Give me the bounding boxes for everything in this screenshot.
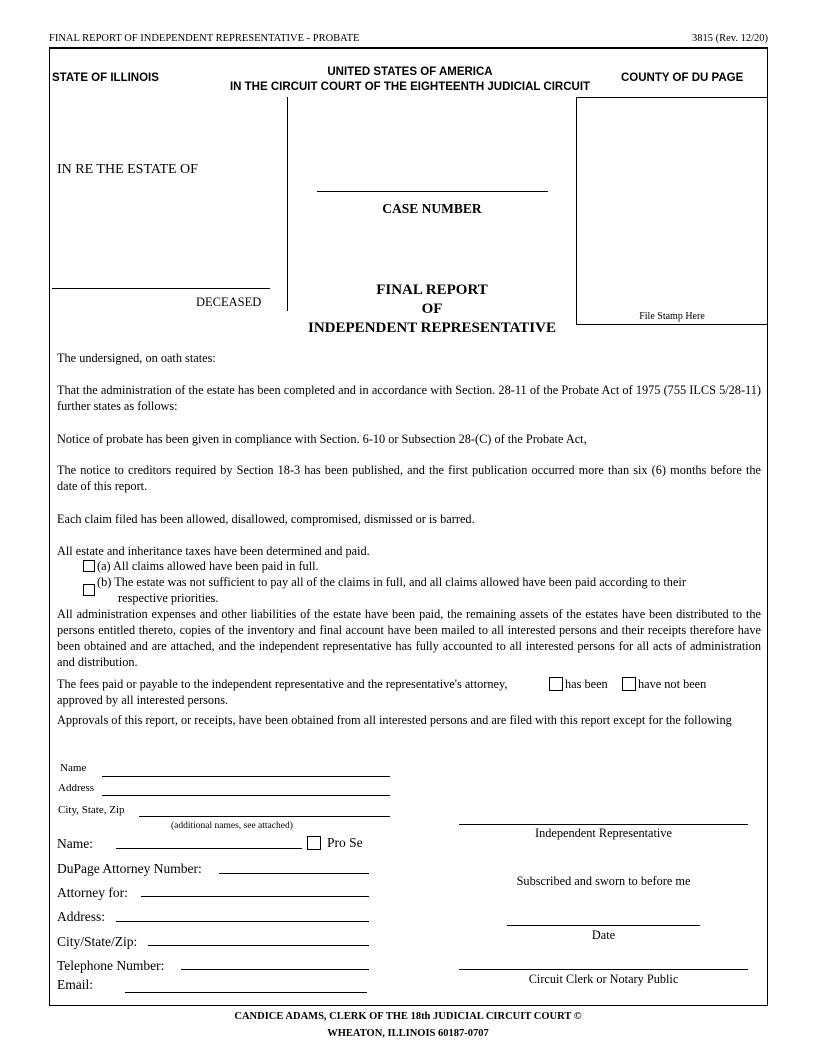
attorney-address-label: Address: bbox=[57, 909, 105, 924]
file-stamp-label: File Stamp Here bbox=[639, 311, 705, 322]
country-label: UNITED STATES OF AMERICA bbox=[327, 66, 493, 78]
option-a-label: (a) All claims allowed have been paid in full. bbox=[97, 559, 319, 573]
dupage-number-line[interactable] bbox=[219, 873, 369, 874]
have-not-been-checkbox[interactable] bbox=[622, 677, 636, 691]
stamp-box-top bbox=[576, 97, 768, 98]
stamp-box-bottom bbox=[576, 324, 768, 325]
attorney-name-line[interactable] bbox=[116, 848, 302, 849]
exception-address-line[interactable] bbox=[102, 795, 390, 796]
taxes-paragraph: All estate and inheritance taxes have been determined and paid. bbox=[57, 544, 370, 558]
in-re-label: IN RE THE ESTATE OF bbox=[57, 162, 198, 177]
attorney-for-label: Attorney for: bbox=[57, 885, 128, 900]
email-line[interactable] bbox=[125, 992, 367, 993]
doc-title-3: INDEPENDENT REPRESENTATIVE bbox=[308, 320, 556, 336]
rep-signature-label: Independent Representative bbox=[535, 826, 672, 840]
oath-statement: The undersigned, on oath states: bbox=[57, 351, 216, 365]
has-been-checkbox[interactable] bbox=[549, 677, 563, 691]
exception-name-line[interactable] bbox=[102, 776, 390, 777]
footer-address: WHEATON, ILLINOIS 60187-0707 bbox=[327, 1028, 489, 1039]
option-b-label: (b) The estate was not sufficient to pay all of the claims in full, and all claims allowed have been paid according to their bbox=[97, 575, 686, 589]
additional-names-note: (additional names, see attached) bbox=[171, 821, 293, 831]
option-b-label-cont: respective priorities. bbox=[118, 591, 219, 605]
has-been-label: has been bbox=[565, 677, 608, 691]
deceased-label: DECEASED bbox=[196, 295, 262, 309]
rep-signature-line[interactable] bbox=[459, 824, 748, 825]
have-not-been-label: have not been bbox=[638, 677, 707, 691]
approvals-paragraph: Approvals of this report, or receipts, have been obtained from all interested persons and are filed with this report except for the following bbox=[57, 713, 732, 727]
email-label: Email: bbox=[57, 977, 93, 992]
pro-se-checkbox[interactable] bbox=[307, 836, 321, 850]
form-title: FINAL REPORT OF INDEPENDENT REPRESENTATIVE - PROBATE bbox=[49, 33, 360, 44]
notice-probate-paragraph: Notice of probate has been given in compliance with Section. 6-10 or Subsection 28-(C) of the Probate Act, bbox=[57, 432, 587, 446]
fees-paragraph: The fees paid or payable to the independent representative and the representative's attorney, bbox=[57, 677, 508, 691]
county-label: COUNTY OF DU PAGE bbox=[621, 72, 744, 84]
clerk-signature-label: Circuit Clerk or Notary Public bbox=[528, 972, 679, 986]
case-number-label: CASE NUMBER bbox=[382, 201, 482, 216]
attorney-for-line[interactable] bbox=[141, 896, 369, 897]
telephone-label: Telephone Number: bbox=[57, 958, 165, 973]
exception-city-line[interactable] bbox=[139, 816, 390, 817]
exception-name-label: Name bbox=[60, 762, 87, 774]
stamp-box-left bbox=[576, 97, 577, 325]
pro-se-label: Pro Se bbox=[327, 835, 363, 850]
circuit-label: IN THE CIRCUIT COURT OF THE EIGHTEENTH JUDICIAL CIRCUIT bbox=[229, 81, 591, 93]
footer-clerk: CANDICE ADAMS, CLERK OF THE 18th JUDICIAL CIRCUIT COURT © bbox=[234, 1011, 582, 1022]
exception-city-label: City, State, Zip bbox=[58, 804, 125, 816]
deceased-name-line[interactable] bbox=[52, 288, 270, 289]
form-number: 3815 (Rev. 12/20) bbox=[691, 33, 768, 44]
date-line[interactable] bbox=[507, 925, 700, 926]
expenses-paragraph: All administration expenses and other liabilities of the estate have been paid, the remaining assets of the estates have been distributed to the persons entitled thereto, copies of the inventory and final account have been mailed to all interested persons and their receipts therefore have been obtained and are attached, and the independent representative has fully accounted to all interested persons for all acts of administration and distribution. bbox=[57, 607, 761, 669]
case-number-line[interactable] bbox=[317, 191, 548, 192]
attorney-city-label: City/State/Zip: bbox=[57, 934, 138, 949]
attorney-name-label: Name: bbox=[57, 836, 93, 851]
doc-title-1: FINAL REPORT bbox=[376, 282, 488, 298]
attorney-address-line[interactable] bbox=[116, 921, 369, 922]
date-label: Date bbox=[591, 928, 616, 942]
dupage-number-label: DuPage Attorney Number: bbox=[57, 861, 202, 876]
claims-paragraph: Each claim filed has been allowed, disallowed, compromised, dismissed or is barred. bbox=[57, 512, 475, 526]
fees-paragraph-end: approved by all interested persons. bbox=[57, 693, 229, 707]
caption-divider bbox=[287, 97, 288, 311]
creditors-notice-paragraph: The notice to creditors required by Section 18-3 has been published, and the first publication occurred more than six (6) months before the date of this report. bbox=[57, 463, 761, 493]
subscribed-label: Subscribed and sworn to before me bbox=[516, 874, 691, 888]
administration-paragraph: That the administration of the estate has been completed and in accordance with Section. 28-11 of the Probate Act of 1975 (755 ILCS 5/28-11) further states as follows: bbox=[57, 383, 761, 413]
doc-title-2: OF bbox=[421, 301, 443, 317]
option-b-checkbox[interactable] bbox=[83, 584, 95, 596]
clerk-signature-line[interactable] bbox=[459, 969, 748, 970]
exception-address-label: Address bbox=[58, 782, 95, 794]
state-label: STATE OF ILLINOIS bbox=[52, 72, 159, 84]
telephone-line[interactable] bbox=[181, 969, 369, 970]
option-a-checkbox[interactable] bbox=[83, 560, 95, 572]
attorney-city-line[interactable] bbox=[148, 945, 369, 946]
